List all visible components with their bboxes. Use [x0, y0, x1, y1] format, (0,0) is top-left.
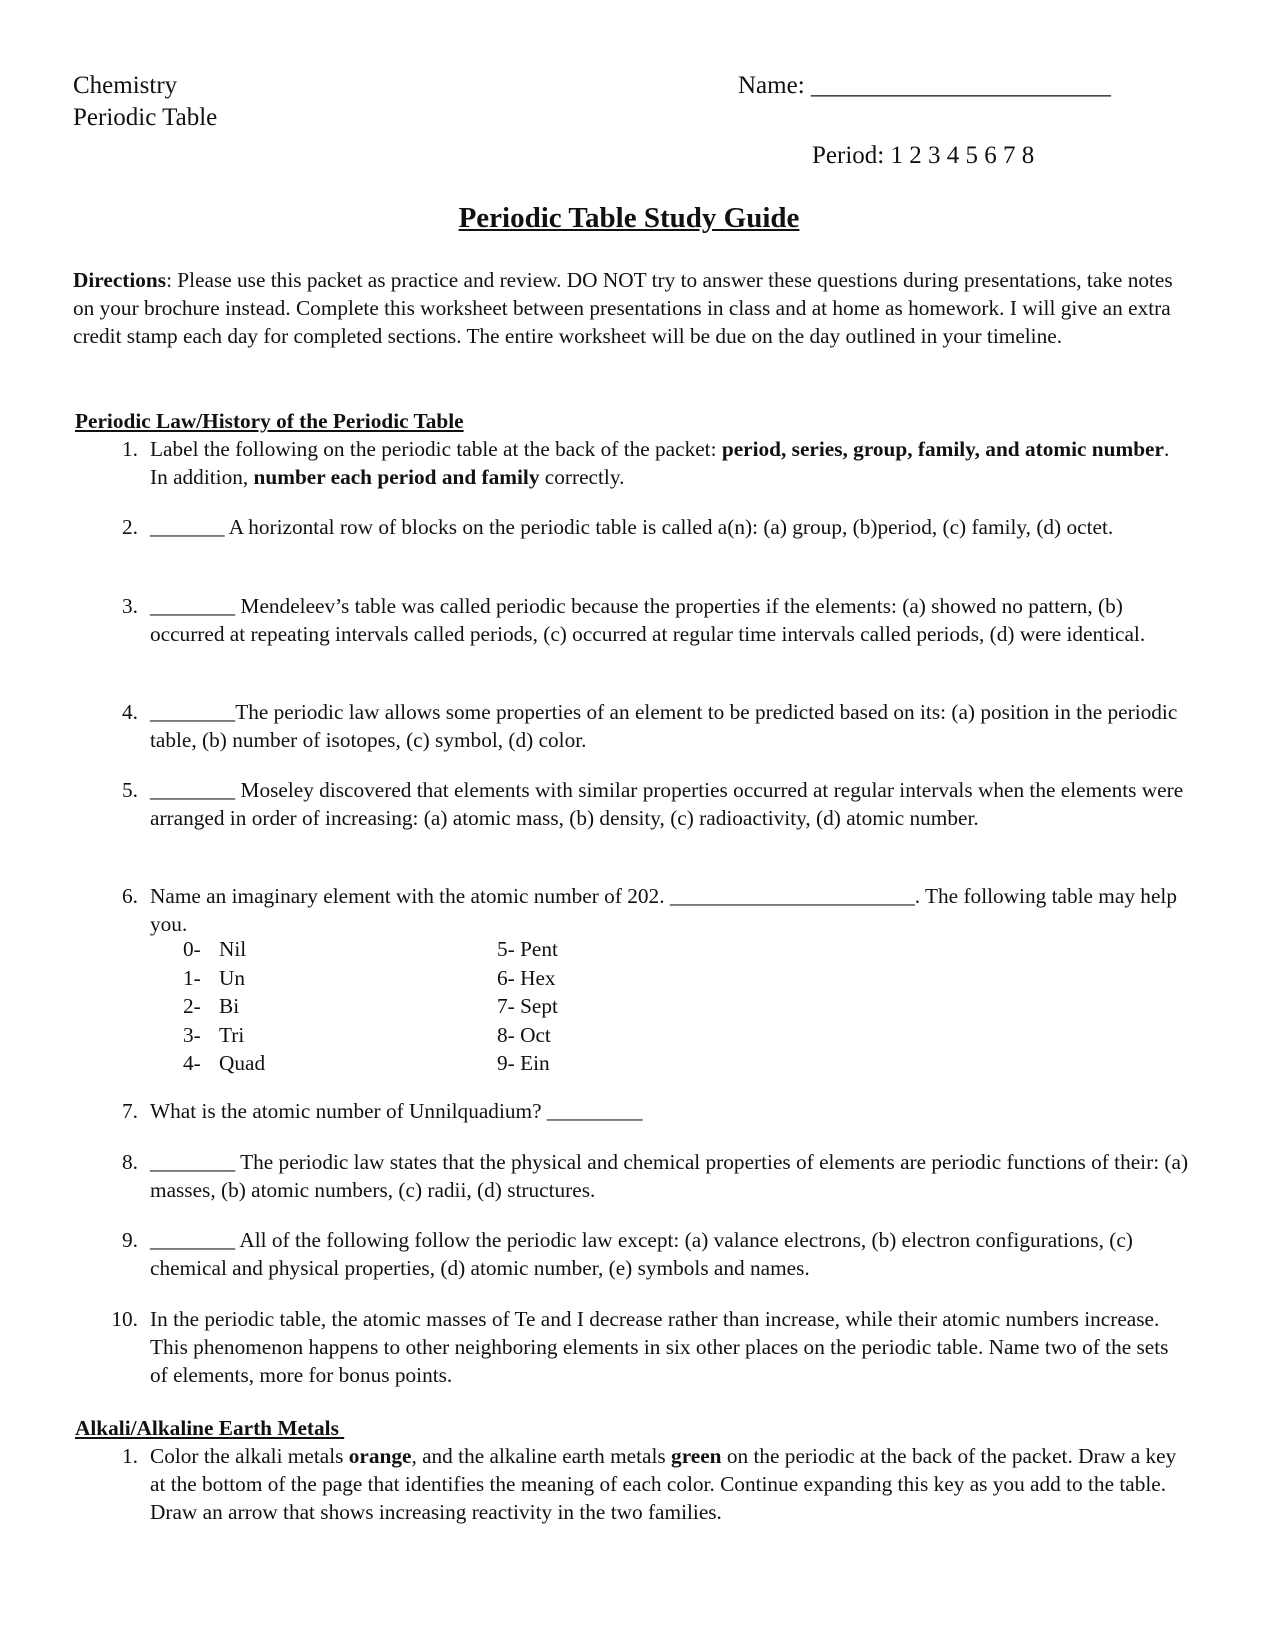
alkali-question-part: on the periodic at the back of the packet. Draw a key at the bottom of the page that identifies the meaning of each color. Continue expanding this key as you add to the table. Draw an arrow that shows increasing reactivity in the two families.: [150, 1444, 1177, 1524]
prefix-name: Bi: [219, 994, 240, 1018]
question-number: 2.: [122, 515, 138, 539]
alkali-question-part: , and the alkaline earth metals: [411, 1444, 672, 1468]
question-1-text: [150, 435, 1190, 491]
directions-label: Directions: [73, 268, 167, 292]
period-field-label: Period: 1 2 3 4 5 6 7 8: [812, 142, 1035, 169]
question-1-bold-terms: period, series, group, family, and atomic number: [721, 437, 1164, 461]
prefix-row: [183, 935, 265, 964]
question-number: 9.: [122, 1228, 138, 1252]
alkali-question-part: Color the alkali metals: [150, 1444, 349, 1468]
prefix-row: 8- Oct: [497, 1022, 551, 1047]
question-number: 3.: [122, 594, 138, 618]
color-orange-term: orange: [348, 1444, 412, 1468]
prefix-row: [183, 1049, 265, 1078]
prefix-row: [183, 1021, 265, 1050]
question-3-text: ________ Mendeleev’s table was called periodic because the properties if the elements: (a) showed no pattern, (b) occurred at repeating intervals called periods, (c) occurred at regular time intervals called periods, (d) were identical.: [150, 594, 1146, 646]
prefix-row: [183, 992, 265, 1021]
prefix-name: Tri: [219, 1022, 245, 1047]
question-6-text: Name an imaginary element with the atomic number of 202. _______________________. The following table may help you.: [150, 884, 1177, 936]
section-heading-alkali-metals: Alkali/Alkaline Earth Metals: [75, 1416, 345, 1440]
question-number: 1.: [122, 437, 138, 461]
prefix-digit: 2-: [183, 994, 201, 1018]
prefix-digit: 0-: [183, 937, 201, 961]
question-7-text: What is the atomic number of Unnilquadium? _________: [150, 1099, 643, 1123]
prefix-row: 6- Hex: [497, 965, 556, 990]
question-2-text: _______ A horizontal row of blocks on the periodic table is called a(n): (a) group, (b)period, (c) family, (d) octet.: [150, 515, 1114, 539]
name-field-label: Name: ________________________: [738, 72, 1111, 99]
directions-text: : Please use this packet as practice and review. DO NOT try to answer these questions during presentations, take notes on your brochure instead. Complete this worksheet between presentations in class and at home as homework. I will give an extra credit stamp each day for completed sections. The entire worksheet will be due on the day outlined in your timeline.: [73, 268, 1173, 348]
directions-paragraph: [73, 266, 1183, 350]
question-1-part: Label the following on the periodic table at the back of the packet:: [150, 437, 722, 461]
alkali-question-1-text: [150, 1442, 1190, 1526]
prefix-name: Quad: [219, 1051, 266, 1075]
prefix-digit: 4-: [183, 1051, 201, 1075]
prefix-table-left: [183, 935, 265, 1078]
prefix-table-right: [497, 935, 558, 1078]
question-1-part: . In addition,: [150, 437, 1170, 489]
question-1-bold-instruction: number each period and family: [253, 465, 540, 489]
unit-label: Periodic Table: [73, 104, 218, 131]
question-1-part: correctly.: [539, 465, 625, 489]
question-number: 4.: [122, 700, 138, 724]
question-number: 5.: [122, 778, 138, 802]
course-label: Chemistry: [73, 72, 178, 99]
prefix-row: 7- Sept: [497, 994, 558, 1018]
question-number: 6.: [122, 884, 138, 908]
question-number: 8.: [122, 1150, 138, 1174]
question-number: 7.: [122, 1099, 138, 1123]
question-10-text: In the periodic table, the atomic masses of Te and I decrease rather than increase, while their atomic numbers increase. This phenomenon happens to other neighboring elements in six other places on the periodic table. Name two of the sets of elements, more for bonus points.: [150, 1307, 1169, 1387]
prefix-name: Un: [219, 965, 246, 990]
section-heading-periodic-law: Periodic Law/History of the Periodic Table: [75, 409, 464, 433]
prefix-row: [183, 964, 265, 993]
prefix-digit: 1-: [183, 965, 201, 990]
question-5-text: ________ Moseley discovered that elements with similar properties occurred at regular intervals when the elements were arranged in order of increasing: (a) atomic mass, (b) density, (c) radioactivity, (d) atomic number.: [150, 778, 1184, 830]
prefix-name: Nil: [219, 937, 247, 961]
question-4-text: ________The periodic law allows some properties of an element to be predicted based on its: (a) position in the periodic table, (b) number of isotopes, (c) symbol, (d) color.: [150, 700, 1178, 752]
question-8-text: ________ The periodic law states that the physical and chemical properties of elements are periodic functions of their: (a) masses, (b) atomic numbers, (c) radii, (d) structures.: [150, 1150, 1189, 1202]
question-9-text: ________ All of the following follow the periodic law except: (a) valance electrons, (b) electron configurations, (c) chemical and physical properties, (d) atomic number, (e) symbols and names.: [150, 1228, 1133, 1280]
prefix-digit: 3-: [183, 1022, 201, 1047]
question-number: 1.: [122, 1444, 138, 1468]
page-title: Periodic Table Study Guide: [458, 202, 800, 234]
question-number: 10.: [111, 1307, 138, 1331]
prefix-row: 9- Ein: [497, 1051, 550, 1075]
prefix-row: 5- Pent: [497, 937, 558, 961]
color-green-term: green: [671, 1444, 722, 1468]
